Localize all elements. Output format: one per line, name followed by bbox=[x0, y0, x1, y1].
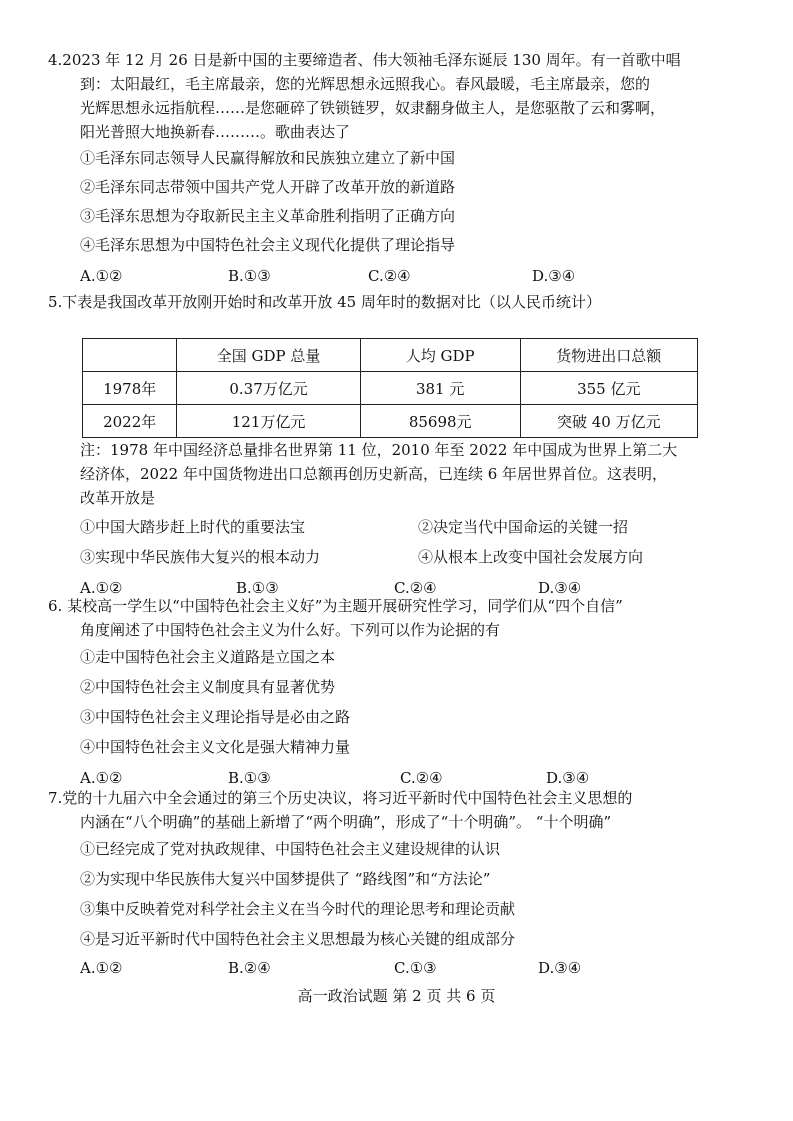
question-4-stem-line-2: 到：太阳最红，毛主席最亲，您的光辉思想永远照我心。春风最暖，毛主席最亲，您的 bbox=[80, 75, 651, 93]
table-header-row bbox=[83, 339, 698, 372]
question-4-option-3: ③毛泽东思想为夺取新民主主义革命胜利指明了正确方向 bbox=[80, 207, 456, 225]
question-6-option-4: ④中国特色社会主义文化是强大精神力量 bbox=[80, 738, 351, 756]
table-header-cell bbox=[83, 339, 177, 372]
table-cell: 2022年 bbox=[83, 405, 177, 438]
question-7-option-3: ③集中反映着党对科学社会主义在当今时代的理论思考和理论贡献 bbox=[80, 900, 516, 918]
question-4-choice-a[interactable]: A.①② bbox=[80, 267, 123, 285]
question-6-option-3: ③中国特色社会主义理论指导是必由之路 bbox=[80, 708, 351, 726]
question-4 bbox=[48, 48, 760, 288]
question-5-option-row-1 bbox=[48, 512, 760, 542]
question-5-option-row-2 bbox=[48, 542, 760, 572]
table-header-cell: 全国 GDP 总量 bbox=[177, 339, 360, 372]
question-6-choice-b[interactable]: B.①③ bbox=[228, 769, 271, 787]
page-footer: 高一政治试题 第 2 页 共 6 页 bbox=[297, 987, 496, 1005]
question-5-option-1: ①中国大踏步赶上时代的重要法宝 bbox=[80, 518, 306, 536]
question-4-option-4: ④毛泽东思想为中国特色社会主义现代化提供了理论指导 bbox=[80, 236, 456, 254]
table-cell: 0.37万亿元 bbox=[177, 372, 360, 405]
question-6-option-1: ①走中国特色社会主义道路是立国之本 bbox=[80, 648, 336, 666]
question-6-option-2: ②中国特色社会主义制度具有显著优势 bbox=[80, 678, 336, 696]
question-4-choice-b[interactable]: B.①③ bbox=[228, 267, 271, 285]
question-7-choices bbox=[48, 956, 760, 980]
table-header-cell: 货物进出口总额 bbox=[520, 339, 697, 372]
question-7-choice-a[interactable]: A.①② bbox=[80, 959, 123, 977]
table-cell: 381 元 bbox=[360, 372, 520, 405]
question-5-stem: 5.下表是我国改革开放刚开始时和改革开放 45 周年时的数据对比（以人民币统计） bbox=[48, 293, 601, 311]
question-5 bbox=[48, 290, 760, 314]
question-4-stem-line-1: 4.2023 年 12 月 26 日是新中国的主要缔造者、伟大领袖毛泽东诞辰 130 周年。有一首歌中唱 bbox=[48, 51, 681, 69]
question-4-choice-c[interactable]: C.②④ bbox=[368, 267, 411, 285]
question-5-note-line-1: 注：1978 年中国经济总量排名世界第 11 位，2010 年至 2022 年中国成为世界上第二大 bbox=[80, 441, 678, 459]
question-4-stem-line-4: 阳光普照大地换新春………。歌曲表达了 bbox=[80, 123, 351, 141]
question-5-choice-c[interactable]: C.②④ bbox=[394, 579, 437, 597]
question-4-stem-line-3: 光辉思想永远指航程……是您砸碎了铁锁链罗，奴隶翻身做主人，是您驱散了云和雾啊， bbox=[80, 99, 666, 117]
question-7-choice-d[interactable]: D.③④ bbox=[538, 959, 582, 977]
question-6 bbox=[48, 594, 760, 790]
question-7-choice-c[interactable]: C.①③ bbox=[394, 959, 437, 977]
question-6-choice-d[interactable]: D.③④ bbox=[546, 769, 590, 787]
question-7-stem-line-2: 内涵在“八个明确”的基础上新增了“两个明确”，形成了“十个明确”。 “十个明确” bbox=[80, 813, 612, 831]
table-cell: 突破 40 万亿元 bbox=[520, 405, 697, 438]
question-6-choice-c[interactable]: C.②④ bbox=[400, 769, 443, 787]
table-cell: 355 亿元 bbox=[520, 372, 697, 405]
question-7-option-2: ②为实现中华民族伟大复兴中国梦提供了 “路线图”和“方法论” bbox=[80, 870, 491, 888]
table-row bbox=[83, 372, 698, 405]
question-4-option-1: ①毛泽东同志领导人民赢得解放和民族独立建立了新中国 bbox=[80, 149, 456, 167]
question-4-option-2: ②毛泽东同志带领中国共产党人开辟了改革开放的新道路 bbox=[80, 178, 456, 196]
question-4-choice-d[interactable]: D.③④ bbox=[532, 267, 576, 285]
question-7-choice-b[interactable]: B.②④ bbox=[228, 959, 271, 977]
table-cell: 85698元 bbox=[360, 405, 520, 438]
question-7-option-4: ④是习近平新时代中国特色社会主义思想最为核心关键的组成部分 bbox=[80, 930, 516, 948]
question-7-option-1: ①已经完成了党对执政规律、中国特色社会主义建设规律的认识 bbox=[80, 840, 501, 858]
question-5-choice-b[interactable]: B.①③ bbox=[236, 579, 279, 597]
question-5-note-line-2: 经济体，2022 年中国货物进出口总额再创历史新高，已连续 6 年居世界首位。这表明， bbox=[80, 465, 668, 483]
table-row bbox=[83, 405, 698, 438]
question-7 bbox=[48, 786, 760, 980]
question-5-option-2: ②决定当代中国命运的关键一招 bbox=[418, 518, 629, 536]
question-6-stem-line-1: 6. 某校高一学生以“中国特色社会主义好”为主题开展研究性学习，同学们从“四个自信” bbox=[48, 597, 623, 615]
question-4-choices bbox=[48, 264, 760, 288]
question-5-note-line-3: 改革开放是 bbox=[80, 489, 156, 507]
question-6-choice-a[interactable]: A.①② bbox=[80, 769, 123, 787]
table-header-cell: 人均 GDP bbox=[360, 339, 520, 372]
question-7-stem-line-1: 7.党的十九届六中全会通过的第三个历史决议，将习近平新时代中国特色社会主义思想的 bbox=[48, 789, 633, 807]
question-5-body bbox=[48, 438, 760, 600]
question-5-option-3: ③实现中华民族伟大复兴的根本动力 bbox=[80, 548, 321, 566]
question-5-choice-d[interactable]: D.③④ bbox=[538, 579, 582, 597]
question-6-stem-line-2: 角度阐述了中国特色社会主义为什么好。下列可以作为论据的有 bbox=[80, 621, 501, 639]
question-5-choice-a[interactable]: A.①② bbox=[80, 579, 123, 597]
table-cell: 121万亿元 bbox=[177, 405, 360, 438]
data-table bbox=[82, 338, 698, 438]
table-cell: 1978年 bbox=[83, 372, 177, 405]
question-5-option-4: ④从根本上改变中国社会发展方向 bbox=[418, 548, 644, 566]
